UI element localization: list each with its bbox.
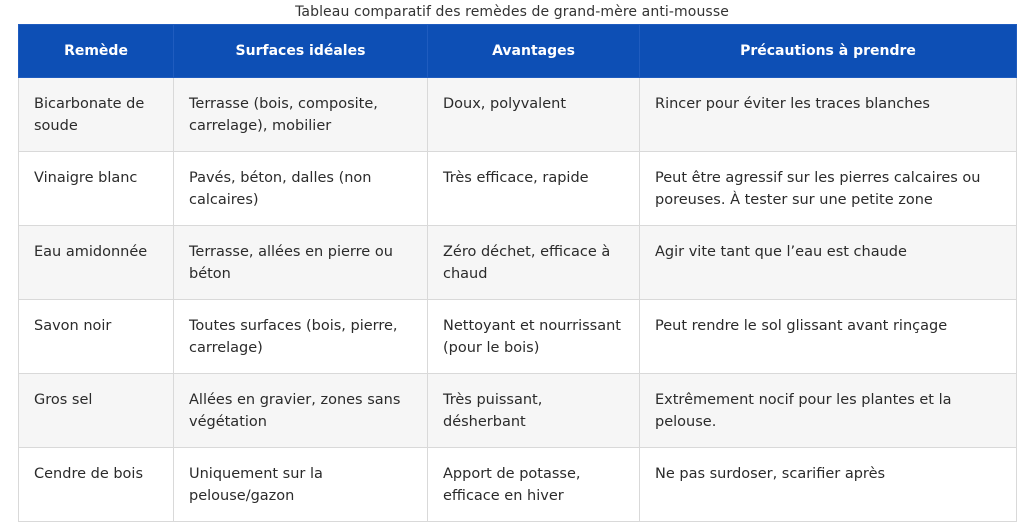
table-row <box>19 374 1017 448</box>
table-caption: Tableau comparatif des remèdes de grand-mère anti-mousse <box>295 4 729 20</box>
cell-precautions: Extrêmement nocif pour les plantes et la pelouse. <box>640 374 1017 448</box>
cell-surfaces: Pavés, béton, dalles (non calcaires) <box>174 152 428 226</box>
cell-remede: Cendre de bois <box>19 448 174 522</box>
cell-remede: Bicarbonate de soude <box>19 78 174 152</box>
cell-precautions: Peut être agressif sur les pierres calcaires ou poreuses. À tester sur une petite zone <box>640 152 1017 226</box>
table-row <box>19 78 1017 152</box>
cell-avantages: Nettoyant et nourrissant (pour le bois) <box>428 300 640 374</box>
cell-surfaces: Allées en gravier, zones sans végétation <box>174 374 428 448</box>
cell-remede: Gros sel <box>19 374 174 448</box>
cell-avantages: Doux, polyvalent <box>428 78 640 152</box>
cell-surfaces: Terrasse (bois, composite, carrelage), mobilier <box>174 78 428 152</box>
header-surfaces: Surfaces idéales <box>174 25 428 78</box>
header-avantages: Avantages <box>428 25 640 78</box>
table-row <box>19 226 1017 300</box>
cell-avantages: Très puissant, désherbant <box>428 374 640 448</box>
cell-remede: Savon noir <box>19 300 174 374</box>
header-precautions: Précautions à prendre <box>640 25 1017 78</box>
table-row <box>19 448 1017 522</box>
table-row <box>19 300 1017 374</box>
cell-surfaces: Terrasse, allées en pierre ou béton <box>174 226 428 300</box>
table-row <box>19 152 1017 226</box>
cell-remede: Eau amidonnée <box>19 226 174 300</box>
table-header-row <box>19 25 1017 78</box>
cell-avantages: Très efficace, rapide <box>428 152 640 226</box>
cell-precautions: Ne pas surdoser, scarifier après <box>640 448 1017 522</box>
cell-precautions: Agir vite tant que l’eau est chaude <box>640 226 1017 300</box>
cell-precautions: Rincer pour éviter les traces blanches <box>640 78 1017 152</box>
cell-avantages: Zéro déchet, efficace à chaud <box>428 226 640 300</box>
header-remede: Remède <box>19 25 174 78</box>
cell-precautions: Peut rendre le sol glissant avant rinçage <box>640 300 1017 374</box>
remedies-comparison-table <box>18 24 1017 522</box>
cell-surfaces: Toutes surfaces (bois, pierre, carrelage) <box>174 300 428 374</box>
cell-surfaces: Uniquement sur la pelouse/gazon <box>174 448 428 522</box>
cell-avantages: Apport de potasse, efficace en hiver <box>428 448 640 522</box>
cell-remede: Vinaigre blanc <box>19 152 174 226</box>
